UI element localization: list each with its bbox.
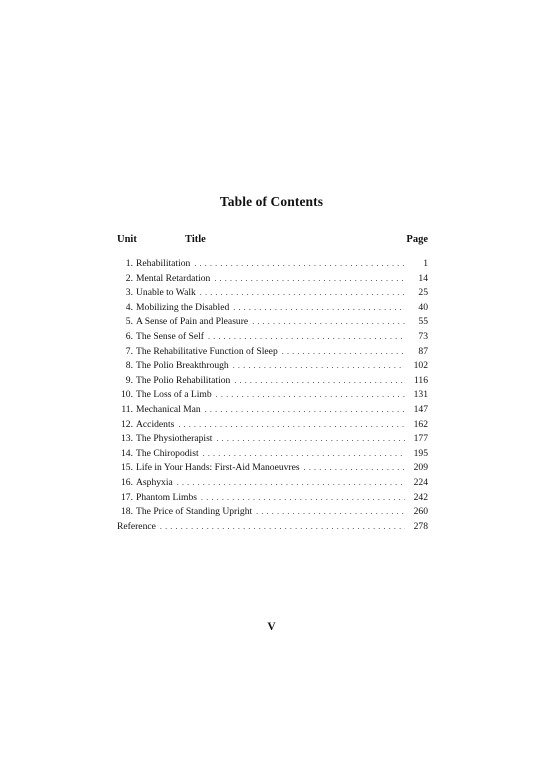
entry-title: Unable to Walk: [136, 287, 196, 299]
entry-title: The Sense of Self: [136, 330, 204, 342]
dot-leader: [214, 272, 405, 287]
entry-title: The Price of Standing Upright: [136, 506, 253, 518]
dot-leader: [233, 301, 405, 316]
toc-entry: [117, 505, 428, 520]
toc-entry: [117, 418, 428, 433]
entry-title: Mechanical Man: [136, 403, 201, 415]
entry-number: 6.: [125, 330, 133, 342]
entry-page: 195: [413, 447, 428, 459]
toc-entry: [117, 476, 428, 491]
entry-title: Mobilizing the Disabled: [136, 301, 230, 313]
entry-title: Mental Retardation: [136, 272, 211, 284]
dot-leader: [216, 432, 405, 447]
entry-page: 162: [413, 418, 428, 430]
dot-leader: [216, 388, 405, 403]
entry-page: 278: [413, 520, 428, 532]
dot-leader: [203, 447, 405, 462]
toc-entry: [117, 330, 428, 345]
entry-title: A Sense of Pain and Pleasure: [136, 316, 249, 328]
column-header-unit: Unit: [117, 234, 137, 245]
dot-leader: [201, 491, 405, 506]
dot-leader: [200, 286, 405, 301]
dot-leader: [233, 359, 405, 374]
entry-title: The Chiropodist: [136, 447, 199, 459]
entry-title: The Polio Rehabilitation: [136, 374, 231, 386]
entry-page: 177: [413, 433, 428, 445]
dot-leader: [208, 330, 405, 345]
toc-entry: [117, 301, 428, 316]
entry-number: 17.: [121, 491, 133, 503]
entry-page: 14: [418, 272, 428, 284]
toc-header-row: [117, 234, 428, 248]
toc-entry: [117, 286, 428, 301]
entry-number: 13.: [121, 433, 133, 445]
column-header-title: Title: [185, 234, 206, 245]
toc-entry: [117, 374, 428, 389]
entry-page: 102: [413, 360, 428, 372]
entry-title: Reference: [117, 520, 156, 532]
entry-number: 5.: [125, 316, 133, 328]
entry-page: 224: [413, 476, 428, 488]
entry-number: 3.: [125, 287, 133, 299]
entry-number: 4.: [125, 301, 133, 313]
dot-leader: [205, 403, 405, 418]
toc-list: [117, 257, 428, 534]
column-header-page: Page: [406, 234, 428, 245]
page-title: Table of Contents: [219, 194, 324, 209]
entry-page: 55: [418, 316, 428, 328]
entry-number: 14.: [121, 447, 133, 459]
entry-page: 116: [413, 374, 428, 386]
dot-leader: [256, 505, 405, 520]
entry-title: The Rehabilitative Function of Sleep: [136, 345, 278, 357]
entry-title: Phantom Limbs: [136, 491, 198, 503]
entry-number: 10.: [121, 389, 133, 401]
toc-entry: [117, 432, 428, 447]
toc-entry: [117, 491, 428, 506]
toc-entry: [117, 345, 428, 360]
entry-number: 1.: [125, 258, 133, 269]
entry-page: 40: [418, 301, 428, 313]
entry-page: 147: [413, 403, 428, 415]
dot-leader: [194, 257, 405, 272]
entry-number: 2.: [125, 272, 133, 284]
dot-leader: [252, 315, 405, 330]
entry-number: 12.: [121, 418, 133, 430]
entry-title: Life in Your Hands: First-Aid Manoeuvres: [136, 462, 300, 474]
entry-number: 7.: [125, 345, 133, 357]
dot-leader: [234, 374, 405, 389]
entry-page: 25: [418, 287, 428, 299]
dot-leader: [282, 345, 405, 360]
entry-page: 1: [423, 258, 428, 269]
toc-entry: [117, 403, 428, 418]
entry-page: 260: [413, 506, 428, 518]
entry-title: Accidents: [136, 418, 175, 430]
dot-leader: [304, 461, 405, 476]
entry-page: 87: [418, 345, 428, 357]
entry-number: 9.: [125, 374, 133, 386]
toc-entry: [117, 257, 428, 272]
dot-leader: [160, 520, 405, 535]
entry-page: 73: [418, 330, 428, 342]
toc-entry: [117, 315, 428, 330]
entry-number: 18.: [121, 506, 133, 518]
entry-number: 11.: [121, 403, 133, 415]
toc-entry: [117, 461, 428, 476]
toc-entry-reference: [117, 520, 428, 535]
page-number: V: [267, 621, 276, 633]
entry-title: The Polio Breakthrough: [136, 360, 229, 372]
entry-number: 8.: [125, 360, 133, 372]
dot-leader: [178, 418, 405, 433]
toc-entry: [117, 447, 428, 462]
dot-leader: [177, 476, 405, 491]
entry-page: 131: [413, 389, 428, 401]
entry-page: 209: [413, 462, 428, 474]
entry-number: 15.: [121, 462, 133, 474]
entry-title: The Loss of a Limb: [136, 389, 212, 401]
entry-title: Rehabilitation: [136, 258, 191, 269]
entry-number: 16.: [121, 476, 133, 488]
entry-title: Asphyxia: [136, 476, 173, 488]
toc-entry: [117, 359, 428, 374]
entry-title: The Physiotherapist: [136, 433, 213, 445]
toc-entry: [117, 388, 428, 403]
toc-entry: [117, 272, 428, 287]
entry-page: 242: [413, 491, 428, 503]
